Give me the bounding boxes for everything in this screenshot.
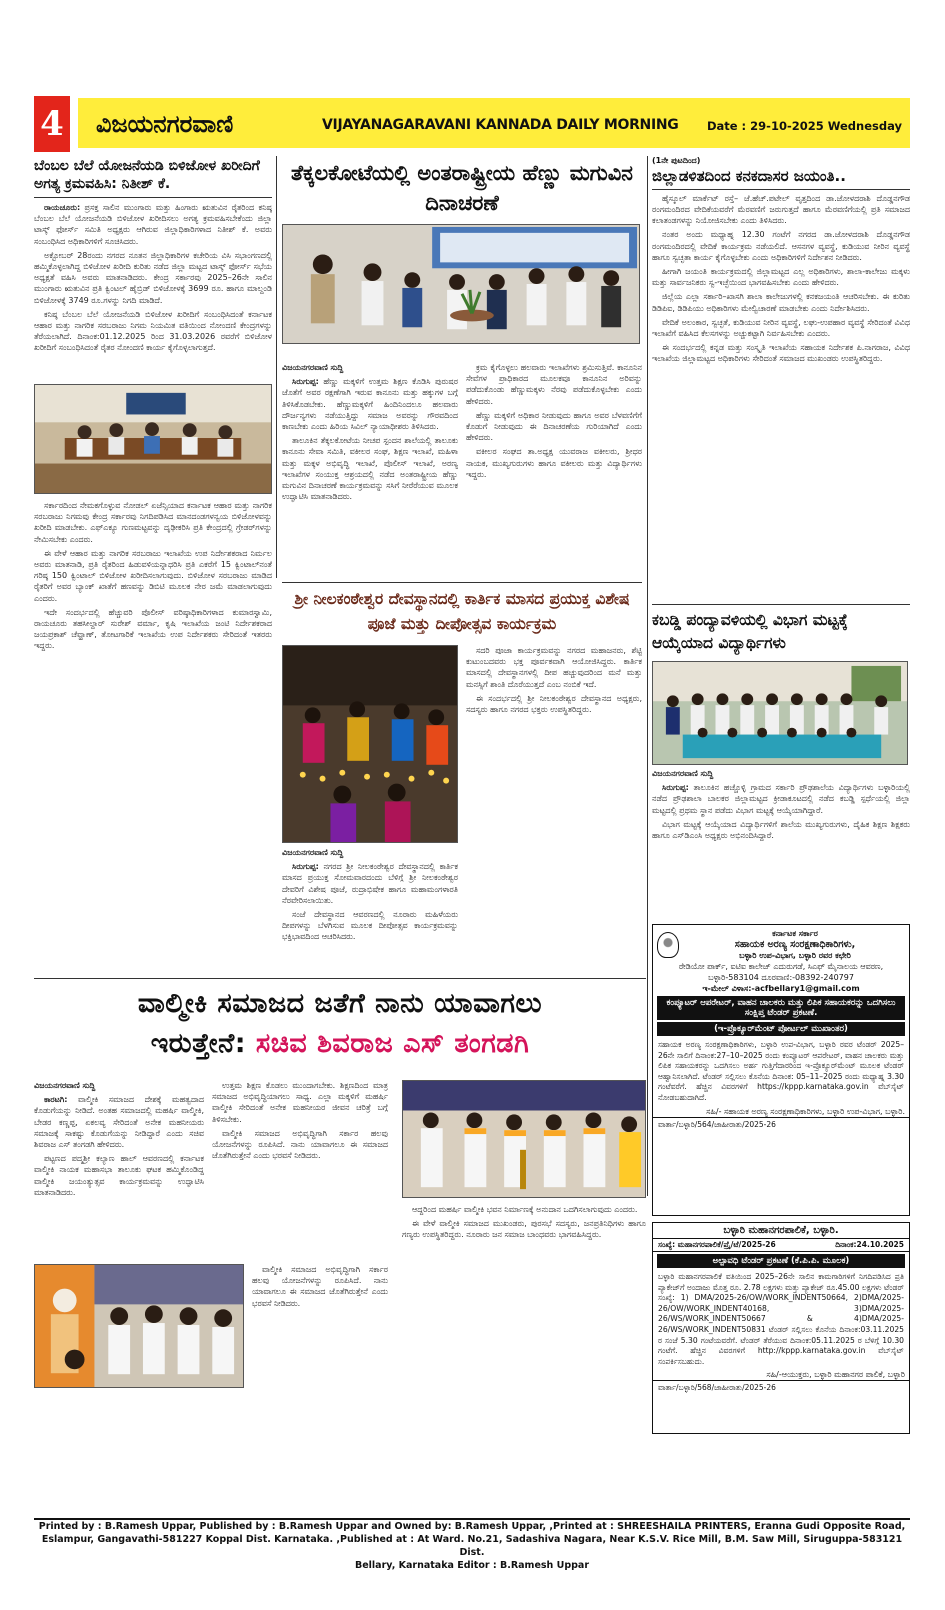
article-paragraph: ಕಾರಟಗಿ: ವಾಲ್ಮೀಕಿ ಸಮಾಜದ ದೇಶಕ್ಕೆ ಮಹತ್ವದಾದ ಕೊಡುಗೆಯನ್ನು ನೀಡಿದೆ. ಅಂತಹ ಸಮಾಜದಲ್ಲಿ ಮಹರ್ಷಿ ವಾಲ್ಮೀಕಿ, ಬೇಡರ ಕಣ್ಣಪ್ಪ, ಏಕಲವ್ಯ ಸೇರಿದಂತೆ ಅನೇಕ ಮಹನೀಯರು ಸಮಾಜಕ್ಕೆ ಸಾಕಷ್ಟು ಕೊಡುಗೆಯನ್ನು ನೀಡಿದ್ದಾರೆ ಎಂದು ಸಚಿವ ಶಿವರಾಜ ಎಸ್ ತಂಗಡಗಿ ಹೇಳಿದರು.: [34, 1095, 204, 1150]
article-paragraph: ಈ ಸಂದರ್ಭದಲ್ಲಿ ಕನ್ನಡ ಮತ್ತು ಸಂಸ್ಕೃತಿ ಇಲಾಖೆಯ ಸಹಾಯಕ ನಿರ್ದೇಶಕ ಪಿ.ನಾಗರಾಜ, ವಿವಿಧ ಇಲಾಖೆಯ ಜಿಲ್ಲಾಮಟ್ಟದ ಅಧಿಕಾರಿಗಳು ಸೇರಿದಂತೆ ಸಮಾಜದ ಮುಖಂಡರು ಉಪಸ್ಥಿತರಿದ್ದರು.: [652, 343, 910, 364]
article-body-right: [402, 1204, 646, 1510]
ad-signature: ಸಹಿ/- ಸಹಾಯಕ ಅರಣ್ಯ ಸಂರಕ್ಷಣಾಧಿಕಾರಿಗಳು, ಬಳ್ಳಾರಿ ಉಪ-ವಿಭಾಗ, ಬಳ್ಳಾರಿ.: [706, 1106, 905, 1116]
article-paragraph: ಸಿರುಗುಪ್ಪ: ತಾಲೂಕಿನ ಹಚ್ಚೊಳ್ಳಿ ಗ್ರಾಮದ ಸರ್ಕಾರಿ ಪ್ರೌಢಶಾಲೆಯ ವಿದ್ಯಾರ್ಥಿಗಳು ಬಳ್ಳಾರಿಯಲ್ಲಿ ನಡೆದ ಪ್ರೌಢಶಾಲಾ ಬಾಲಕರ ಜಿಲ್ಲಾಮಟ್ಟದ ಕ್ರೀಡಾಕೂಟದಲ್ಲಿ ನಡೆದ ಕಬಡ್ಡಿ ಸ್ಪರ್ಧೆಯಲ್ಲಿ ಜಿಲ್ಲಾ ಮಟ್ಟದಲ್ಲಿ ಪ್ರಥಮ ಸ್ಥಾನ ಪಡೆದು ವಿಭಾಗ ಮಟ್ಟಕ್ಕೆ ಆಯ್ಕೆಯಾಗಿದ್ದಾರೆ.: [652, 783, 910, 815]
article-paragraph: ಈ ವೇಳೆ ಆಹಾರ ಮತ್ತು ನಾಗರಿಕ ಸರಬರಾಜು ಇಲಾಖೆಯ ಉಪ ನಿರ್ದೇಶಕರಾದ ನಿರ್ಮಲ ಅವರು ಮಾತನಾಡಿ, ಪ್ರತಿ ರೈತರಿಂದ ಹಿಡುವಳಿಯನ್ನಾಧರಿಸಿ ಪ್ರತಿ ಎಕರೆಗೆ 15 ಕ್ವಿಂಟಾಲ್‌ನಂತೆ ಗರಿಷ್ಠ 150 ಕ್ವಿಂಟಾಲ್ ಬಿಳಿಜೋಳ ಖರೀದಿಸಲಾಗುವುದು. ಬಿಳಿಜೋಳ ಸರಬರಾಜು ಮಾಡಿದ ರೈತರಿಗೆ ಅವರ ಬ್ಯಾಂಕ್ ಖಾತೆಗೆ ಹಣವನ್ನು ಡಿಬಿಟಿ ಮೂಲಕ ನೇರ ಜಮೆ ಮಾಡಲಾಗುವುದು ಎಂದರು.: [34, 548, 272, 603]
article-paragraph: ರಾಯಚೂರು: ಪ್ರಸಕ್ತ ಸಾಲಿನ ಮುಂಗಾರು ಮತ್ತು ಹಿಂಗಾರು ಋತುವಿನ ರೈತರಿಂದ ಕನಿಷ್ಠ ಬೆಂಬಲ ಬೆಲೆ ಯೋಜನೆಯಡಿ ಬಿಳಿಜೋಳ ಖರೀದಿಸಲು ಅಗತ್ಯ ಕ್ರಮವಹಿಸಬೇಕೆಂದು ಜಿಲ್ಲಾ ಟಾಸ್ಕ್ ಫೋರ್ಸ್ ಸಮಿತಿ ಅಧ್ಯಕ್ಷರು ಆಗಿರುವ ಜಿಲ್ಲಾಧಿಕಾರಿಗಳಾದ ನಿತೀಶ್ ಕೆ. ಅವರು ಸಂಬಂಧಿಸಿದ ಅಧಿಕಾರಿಗಳಿಗೆ ಸೂಚಿಸಿದರು.: [34, 203, 272, 246]
imprint-line: Eslampur, Gangavathi-581227 Koppal Dist. Karnataka. ,Published at : At Ward. No.21, Sadashiva Nagara, Near K.S.V. Rice Mill, B.M. Saw Mill, Siruguppa-583121 Dist.: [41, 1534, 903, 1558]
issue-date: Date : 29-10-2025 Wednesday: [706, 119, 902, 133]
article-byline: ವಿಜಯನಗರವಾಣಿ ಸುದ್ದಿ: [34, 1081, 96, 1090]
article-paragraph: ಇದೇ ಸಂದರ್ಭದಲ್ಲಿ ಹೆಚ್ಚುವರಿ ಪೊಲೀಸ್ ವರಿಷ್ಠಾಧಿಕಾರಿಗಳಾದ ಕುಮಾರಸ್ವಾಮಿ, ರಾಯಚೂರು ತಹಸೀಲ್ದಾರ್ ಸುರೇಶ್ ವರ್ಮಾ, ಕೃಷಿ ಇಲಾಖೆಯ ಜಂಟಿ ನಿರ್ದೇಶಕರಾದ ಜಯಪ್ರಕಾಶ್ ಚೆವ್ಹಾಣ್, ತೋಟಗಾರಿಕೆ ಇಲಾಖೆಯ ಉಪ ನಿರ್ದೇಶಕರು ಸೇರಿದಂತೆ ಇತರರು ಇದ್ದರು.: [34, 607, 272, 651]
ad-org: ಕರ್ನಾಟಕ ಸರ್ಕಾರ: [772, 929, 818, 938]
article-byline: ವಿಜಯನಗರವಾಣಿ ಸುದ್ದಿ: [282, 363, 344, 372]
headline-black-part: ಇರುತ್ತೇನೆ:: [150, 1028, 246, 1059]
photo-kabaddi-team: [652, 661, 908, 765]
ad-banner: ಅಲ್ಪಾವಧಿ ಟೆಂಡರ್ ಪ್ರಕಟಣೆ (ಕೆ.ಪಿ.ಪಿ. ಮೂಲಕ): [657, 1254, 905, 1268]
column-rule: [276, 156, 277, 578]
article-body-lower: [252, 1264, 388, 1510]
photo-valmiki-jayanti-stage: [402, 1080, 646, 1198]
article-body: [34, 202, 272, 380]
article-dateline: ಸಿರುಗುಪ್ಪ:: [292, 862, 319, 872]
article-body-middle: [212, 1080, 388, 1256]
ad-date: ದಿನಾಂಕ:24.10.2025: [835, 1240, 904, 1249]
ad-email: ಇ-ಮೇಲ್ ವಿಳಾಸ:-acfbellary1@gmail.com: [702, 984, 860, 993]
photo-deepotsava: [282, 645, 458, 843]
photo-meeting-room: [34, 384, 272, 494]
ad-banner: ಕಂಪ್ಯೂಟರ್ ಆಪರೇಟರ್, ವಾಹನ ಚಾಲಕರು ಮತ್ತು ಲಿಪಿಕ ಸಹಾಯಕರನ್ನು ಒದಗಿಸಲು ಸಂಕ್ಷಿಪ್ತ ಟೆಂಡರ್ ಪ್ರಕಟಣೆ.: [657, 996, 905, 1020]
article-body: [282, 362, 458, 574]
article-kabaddi: [652, 604, 910, 922]
ad-banner-sub: (ಇ-ಪ್ರೊಕ್ಯೂರ್‌ಮೆಂಟ್ ಪೋರ್ಟಲ್ ಮುಖಾಂತರ): [657, 1022, 905, 1036]
ad-subtitle: ಬಳ್ಳಾರಿ ಉಪ-ವಿಭಾಗ, ಬಳ್ಳಾರಿ ರವರ ಕಛೇರಿ: [739, 951, 851, 960]
article-paragraph: ವಾಲ್ಮೀಕಿ ಸಮಾಜದ ಅಭಿವೃದ್ಧಿಗಾಗಿ ಸರ್ಕಾರ ಹಲವು ಯೋಜನೆಗಳನ್ನು ರೂಪಿಸಿದೆ. ನಾನು ಯಾವಾಗಲೂ ಈ ಸಮಾಜದ ಜೊತೆಗಿರುತ್ತೇನೆ ಎಂದು ಭರವಸೆ ನೀಡಿದರು.: [252, 1265, 388, 1308]
article-paragraph: ವಾಲ್ಮೀಕಿ ಸಮಾಜದ ಅಭಿವೃದ್ಧಿಗಾಗಿ ಸರ್ಕಾರ ಹಲವು ಯೋಜನೆಗಳನ್ನು ರೂಪಿಸಿದೆ. ನಾನು ಯಾವಾಗಲೂ ಈ ಸಮಾಜದ ಜೊತೆಗಿರುತ್ತೇನೆ ಎಂದು ಭರವಸೆ ನೀಡಿದರು.: [212, 1128, 388, 1161]
article-headline: ಬೆಂಬಲ ಬೆಲೆ ಯೋಜನೆಯಡಿ ಬಿಳಿಜೋಳ ಖರೀದಿಗೆ ಅಗತ್ಯ ಕ್ರಮವಹಿಸಿ: ನಿತೀಶ್ ಕೆ.: [34, 156, 272, 198]
headline-line-2: [34, 1024, 646, 1064]
article-paragraph: ಪಟ್ಟಣದ ಪದ್ಮಶ್ರೀ ಕಲ್ಯಾಣ ಹಾಲ್ ಆವರಣದಲ್ಲಿ ಕರ್ನಾಟಕ ವಾಲ್ಮೀಕಿ ನಾಯಕ ಮಹಾಸಭಾ ತಾಲೂಕು ಘಟಕ ಹಮ್ಮಿಕೊಂಡಿದ್ದ ವಾಲ್ಮೀಕಿ ಜಯಂತ್ಯುತ್ಸವ ಕಾರ್ಯಕ್ರಮವನ್ನು ಉದ್ಘಾಟಿಸಿ ಮಾತನಾಡಿದರು.: [34, 1154, 204, 1197]
article-paragraph: ಹೆಣ್ಣು ಮಕ್ಕಳಿಗೆ ಅಧಿಕಾರ ನೀಡುವುದು ಹಾಗೂ ಅವರ ಬೆಳವಣಿಗೆಗೆ ಕೊಡುಗೆ ನೀಡುವುದು ಈ ದಿನಾಚರಣೆಯ ಗುರಿಯಾಗಿದೆ ಎಂದು ಹೇಳಿದರು.: [466, 410, 642, 443]
headline-line-1: ವಾಲ್ಮೀಕಿ ಸಮಾಜದ ಜತೆಗೆ ನಾನು ಯಾವಾಗಲು: [137, 988, 543, 1019]
article-paragraph: ಉತ್ತಮ ಶಿಕ್ಷಣ ಕೊಡಲು ಮುಂದಾಗಬೇಕು. ಶಿಕ್ಷಣದಿಂದ ಮಾತ್ರ ಸಮಾಜದ ಅಭಿವೃದ್ಧಿಯಾಗಲು ಸಾಧ್ಯ. ಎಲ್ಲಾ ಮಕ್ಕಳಿಗೆ ಮಹರ್ಷಿ ವಾಲ್ಮೀಕಿ ಸೇರಿದಂತೆ ಅನೇಕ ಮಹನೀಯರ ಜೀವನ ಚರಿತ್ರೆ ಬಗ್ಗೆ ತಿಳಿಸಬೇಕು.: [212, 1081, 388, 1124]
article-girl-child-day: [282, 156, 642, 578]
article-byline: ವಿಜಯನಗರವಾಣಿ ಸುದ್ದಿ: [652, 769, 714, 778]
ad-address: ರೇಡಿಯೋ ಪಾರ್ಕ್, ಐಟಿಐ ಕಾಲೇಜ್ ಎದುರುಗಡೆ, ಸಿಎಫ್ ಮೈನಾಲಯ ಆವರಣ, ಬಳ್ಳಾರಿ-583104 ದೂರವಾಣಿ:-08392-240797: [678, 962, 884, 982]
article-headline: ಜಿಲ್ಲಾಡಳಿತದಿಂದ ಕನಕದಾಸರ ಜಯಂತಿ..: [652, 166, 910, 190]
photo-girl-child-day-event: [282, 224, 640, 344]
article-dateline: ರಾಯಚೂರು:: [44, 203, 81, 212]
article-paragraph: ಹೀಗಾಗಿ ಜಯಂತಿ ಕಾರ್ಯಕ್ರಮದಲ್ಲಿ ಜಿಲ್ಲಾಮಟ್ಟದ ಎಲ್ಲ ಅಧಿಕಾರಿಗಳು, ಶಾಲಾ-ಕಾಲೇಜು ಮಕ್ಕಳು ಮತ್ತು ಸಾರ್ವಜನಿಕರು ಸ್ವ-ಇಚ್ಛೆಯಿಂದ ಭಾಗವಹಿಸಬೇಕು ಎಂದು ಹೇಳಿದರು.: [652, 266, 910, 288]
article-paragraph: ಆದ್ದರಿಂದ ಮಹರ್ಷಿ ವಾಲ್ಮೀಕಿ ಭವನ ನಿರ್ಮಾಣಕ್ಕೆ ಅನುದಾನ ಒದಗಿಸಲಾಗುವುದು ಎಂದರು.: [412, 1205, 638, 1214]
article-body: [282, 847, 458, 971]
article-headline: [34, 982, 646, 1064]
article-paragraph: ಅಕ್ಟೋಬರ್ 28ರಂದು ನಗರದ ನೂತನ ಜಿಲ್ಲಾಧಿಕಾರಿಗಳ ಕಚೇರಿಯ ವಿಸಿ ಸಭಾಂಗಣದಲ್ಲಿ ಹಮ್ಮಿಕೊಳ್ಳಲಾಗಿದ್ದ ಬಿಳಿಜೋಳ ಖರೀದಿ ಕುರಿತು ನಡೆದ ಜಿಲ್ಲಾ ಮಟ್ಟದ ಟಾಸ್ಕ್ ಫೋರ್ಸ್ ಸಭೆಯ ಅಧ್ಯಕ್ಷತೆ ವಹಿಸಿ ಅವರು ಮಾತನಾಡಿದರು. ಕೇಂದ್ರ ಸರ್ಕಾರವು 2025–26ನೇ ಸಾಲಿನ ಮುಂಗಾರು ಋತುವಿನ ಪ್ರತಿ ಕ್ವಿಂಟಲ್ ಹೈಬ್ರಿಡ್ ಬಿಳಿಜೋಳಕ್ಕೆ 3699 ರೂ. ಹಾಗೂ ಮಾಲ್ದಂಡಿ ಬಿಳಿಜೋಳಕ್ಕೆ 3749 ರೂ.ಗಳನ್ನು ನಿಗದಿ ಮಾಡಿದೆ.: [34, 250, 272, 305]
masthead: [34, 96, 910, 152]
tender-ad-city-corporation: [652, 1222, 910, 1434]
article-paragraph: ಹೈಸ್ಕೂಲ್ ಮಾರ್ಕೆಟ್ ರಸ್ತೆ– ಜೆ.ಹೆಚ್.ಪಟೇಲ್ ವೃತ್ತದಿಂದ ಡಾ.ಜೋಳದರಾಶಿ ದೊಡ್ಡನಗೌಡ ರಂಗಮಂದಿರದ ವೇದಿಕೆಯವರೆಗೆ ಮೆರವಣಿಗೆ ಜರುಗುತ್ತದೆ ಹಾಗೂ ಮೆರವಣಿಗೆಯಲ್ಲಿ ಪ್ರತಿ ಸಮಾಜದ ಕಲಾತಂಡಗಳನ್ನು ನಿಯೋಜಿಸಬೇಕು ಎಂದು ತಿಳಿಸಿದರು.: [652, 193, 910, 226]
newspaper-title-english: VIJAYANAGARAVANI KANNADA DAILY MORNING: [322, 117, 679, 133]
article-headline: ಕಬಡ್ಡಿ ಪಂದ್ಯಾವಳಿಯಲ್ಲಿ ವಿಭಾಗ ಮಟ್ಟಕ್ಕೆ ಆಯ್ಕೆಯಾದ ವಿದ್ಯಾರ್ಥಿಗಳು: [652, 611, 848, 652]
article-kanakadasa-jayanti: [652, 156, 910, 602]
article-byline: ವಿಜಯನಗರವಾಣಿ ಸುದ್ದಿ: [282, 848, 344, 857]
article-paragraph: ಸಿರುಗುಪ್ಪ: ಹೆಣ್ಣು ಮಕ್ಕಳಿಗೆ ಉತ್ತಮ ಶಿಕ್ಷಣ ಕೊಡಿಸಿ ಪುರುಷರ ಜೊತೆಗೆ ಅವರ ರಕ್ಷಣೆಗಾಗಿ ಇರುವ ಕಾನೂನು ಮತ್ತು ಹಕ್ಕುಗಳ ಬಗ್ಗೆ ತಿಳಿಸಿಕೊಡಬೇಕು. ಹೆಣ್ಣುಮಕ್ಕಳಿಗೆ ಹಿಂದಿನಿಂದಲೂ ಹಲವಾರು ದೌರ್ಜನ್ಯಗಳು ನಡೆಯುತ್ತಿದ್ದು ಸಮಾಜ ಅವರನ್ನು ಗೌರವದಿಂದ ಕಾಣಬೇಕು ಎಂದು ಹಿರಿಯ ಸಿವಿಲ್ ನ್ಯಾಯಾಧೀಶರು ತಿಳಿಸಿದರು.: [282, 377, 458, 432]
article-paragraph: ಕ್ರಮ ಕೈಗೊಳ್ಳಲು ಹಲವಾರು ಇಲಾಖೆಗಳು ಶ್ರಮಿಸುತ್ತಿವೆ. ಕಾನೂನಿನ ಸೇವೆಗಳ ಪ್ರಾಧಿಕಾರದ ಮೂಲಕವೂ ಕಾನೂನಿನ ಅರಿವನ್ನು ಪಡೆದುಕೊಂಡು ಹೆಣ್ಣುಮಕ್ಕಳು ನೆರವು ಪಡೆದುಕೊಳ್ಳಬೇಕು ಎಂದು ಹೇಳಿದರು.: [466, 363, 642, 406]
article-paragraph: ತಾಲೂಕಿನ ತೆಕ್ಕಲಕೋಟೆಯ ನೀಚಪ ಸ್ಪಂದನ ಶಾಲೆಯಲ್ಲಿ ತಾಲೂಕು ಕಾನೂನು ಸೇವಾ ಸಮಿತಿ, ವಕೀಲರ ಸಂಘ, ಶಿಕ್ಷಣ ಇಲಾಖೆ, ಮಹಿಳಾ ಮತ್ತು ಮಕ್ಕಳ ಅಭಿವೃದ್ಧಿ ಇಲಾಖೆ, ಪೊಲೀಸ್ ಇಲಾಖೆ, ಅರಣ್ಯ ಇಲಾಖೆಗಳ ಸಂಯುಕ್ತ ಆಶ್ರಯದಲ್ಲಿ ನಡೆದ ಅಂತರಾಷ್ಟ್ರೀಯ ಹೆಣ್ಣು ಮಗುವಿನ ದಿನಾಚರಣೆ ಕಾರ್ಯಕ್ರಮವನ್ನು ಸಸಿಗೆ ನೀರೆರೆಯುವ ಮೂಲಕ ಉದ್ಘಾಟಿಸಿ ಮಾತನಾಡಿದರು.: [282, 436, 458, 502]
article-valmiki-community: [34, 982, 646, 1514]
article-msp-jowar: [34, 156, 272, 974]
tender-ad-forest-department: [652, 924, 910, 1216]
article-body: [34, 1080, 204, 1256]
ad-body: ಸಹಾಯಕ ಅರಣ್ಯ ಸಂರಕ್ಷಣಾಧಿಕಾರಿಗಳು, ಬಳ್ಳಾರಿ ಉಪ-ವಿಭಾಗ, ಬಳ್ಳಾರಿ ರವರ ಟೆಂಡರ್ 2025–26ನೇ ಸಾಲಿಗೆ ದಿನಾಂಕ:27–10–2025 ರಂದು ಕಂಪ್ಯೂಟರ್ ಆಪರೇಟರ್, ವಾಹನ ಚಾಲಕರು ಮತ್ತು ಲಿಪಿಕ ಸಹಾಯಕರನ್ನು ಒದಗಿಸಲು ಅರ್ಹ ಗುತ್ತಿಗೆದಾರರಿಂದ ಇ-ಪ್ರೊಕ್ಯೂರ್‌ಮೆಂಟ್ ಮೂಲಕ ಟೆಂಡರ್ ಆಹ್ವಾನಿಸಲಾಗಿದೆ. ಟೆಂಡರ್ ಸಲ್ಲಿಸಲು ಕೊನೆಯ ದಿನಾಂಕ: 05–11–2025 ರಂದು ಮಧ್ಯಾಹ್ನ 3.30 ಗಂಟೆವರೆಗೆ. ಹೆಚ್ಚಿನ ವಿವರಗಳಿಗೆ https://kppp.karnataka.gov.in ವೆಬ್‌ಸೈಟ್ ನೋಡಬಹುದಾಗಿದೆ.: [658, 1040, 904, 1102]
article-paragraph: ವಿಭಾಗ ಮಟ್ಟಕ್ಕೆ ಆಯ್ಕೆಯಾದ ವಿದ್ಯಾರ್ಥಿಗಳಿಗೆ ಶಾಲೆಯ ಮುಖ್ಯಗುರುಗಳು, ದೈಹಿಕ ಶಿಕ್ಷಣ ಶಿಕ್ಷಕರು ಹಾಗೂ ಎಸ್‌ಡಿಎಂಸಿ ಅಧ್ಯಕ್ಷರು ಅಭಿನಂದಿಸಿದ್ದಾರೆ.: [652, 819, 910, 841]
article-dateline: ಕಾರಟಗಿ:: [44, 1095, 68, 1105]
photo-minister-with-leaders: [34, 1264, 244, 1388]
article-headline: ಶ್ರೀ ನೀಲಕಂಠೇಶ್ವರ ದೇವಸ್ಥಾನದಲ್ಲಿ ಕಾರ್ತಿಕ ಮಾಸದ ಪ್ರಯುಕ್ತ ವಿಶೇಷ ಪೂಜೆ ಮತ್ತು ದೀಪೋತ್ಸವ ಕಾರ್ಯಕ್ರಮ: [294, 590, 630, 633]
article-paragraph: ಜಿಲ್ಲೆಯ ಎಲ್ಲಾ ಸರ್ಕಾರಿ–ಖಾಸಗಿ ಶಾಲಾ ಕಾಲೇಜುಗಳಲ್ಲಿ ಕನಕಜಯಂತಿ ಆಚರಿಸಬೇಕು. ಈ ಕುರಿತು ಡಿಡಿಪಿಐ, ಡಿಡಿಪಿಯು ಅಧಿಕಾರಿಗಳು ಮೇಲ್ವಿಚಾರಣೆ ಮಾಡಬೇಕು ಎಂದು ನಿರ್ದೇಶಿಸಿದರು.: [652, 292, 910, 313]
article-headline: ತೆಕ್ಕಲಕೋಟೆಯಲ್ಲಿ ಅಂತರಾಷ್ಟ್ರೀಯ ಹೆಣ್ಣು ಮಗುವಿನ ದಿನಾಚರಣೆ: [291, 161, 633, 215]
ad-reference: ವಾರ್ತಾ/ಬಳ್ಳಾರಿ/564/ಜಾಹೀರಾತು/2025-26: [653, 1117, 909, 1132]
article-paragraph: ನಂತರ ಅಂದು ಮಧ್ಯಾಹ್ನ 12.30 ಗಂಟೆಗೆ ನಗರದ ಡಾ.ಜೋಳದರಾಶಿ ದೊಡ್ಡನಗೌಡ ರಂಗಮಂದಿರದಲ್ಲಿ ವೇದಿಕೆ ಕಾರ್ಯಕ್ರಮ ನಡೆಯಲಿದೆ. ಆಸನಗಳ ವ್ಯವಸ್ಥೆ, ಕುಡಿಯುವ ನೀರಿನ ವ್ಯವಸ್ಥೆ ಹಾಗೂ ಸ್ವಚ್ಛತಾ ಕಾರ್ಯ ಕೈಗೊಳ್ಳಬೇಕು ಎಂದು ಅಧಿಕಾರಿಗಳಿಗೆ ನಿರ್ದೇಶನ ನೀಡಿದರು.: [652, 230, 910, 262]
article-paragraph: ಈ ವೇಳೆ ವಾಲ್ಮೀಕಿ ಸಮಾಜದ ಮುಖಂಡರು, ಪುರಸಭೆ ಸದಸ್ಯರು, ಜನಪ್ರತಿನಿಧಿಗಳು ಹಾಗೂ ಗಣ್ಯರು ಉಪಸ್ಥಿತರಿದ್ದರು. ನೂರಾರು ಜನ ಸಮಾಜ ಬಾಂಧವರು ಭಾಗವಹಿಸಿದ್ದರು.: [402, 1219, 646, 1240]
page-number: 4: [34, 96, 70, 152]
headline-red-part: ಸಚಿವ ಶಿವರಾಜ ಎಸ್ ತಂಗಡಗಿ: [255, 1028, 530, 1059]
ad-reference-number: ಸಂಖ್ಯೆ: ಮಹಾನಗರಪಾಲಿಕೆ/ಪ್ರೈ/ಟೆ/2025-26: [658, 1240, 776, 1249]
article-dateline: ಸಿರುಗುಪ್ಪ:: [292, 377, 319, 387]
newspaper-title-kannada: ವಿಜಯನಗರವಾಣಿ: [96, 110, 234, 138]
article-body: [652, 193, 910, 603]
article-body: [652, 768, 910, 918]
column-rule: [647, 156, 648, 1196]
imprint-footer: [34, 1518, 910, 1580]
imprint-line: Printed by : B.Ramesh Uppar, Published by : B.Ramesh Uppar and Owned by: B.Ramesh Uppar, ,Printed at : SHREESHAILA PRINTERS, Eranna Gudi Opposite Road,: [38, 1521, 906, 1532]
article-paragraph: ಸದರಿ ಪೂಜಾ ಕಾರ್ಯಕ್ರಮವನ್ನು ನಗರದ ಮಹಾಜನರು, ಶೆಟ್ಟಿ ಕುಟುಂಬದವರು ಭಕ್ತ ಪೂರ್ವಕವಾಗಿ ಆಯೋಜಿಸಿದ್ದರು. ಕಾರ್ತಿಕ ಮಾಸದಲ್ಲಿ ದೇವಸ್ಥಾನಗಳಲ್ಲಿ ದೀಪ ಹಚ್ಚುವುದರಿಂದ ಮನೆ ಮತ್ತು ಮನಸ್ಸಿಗೆ ಶಾಂತಿ ದೊರೆಯುತ್ತದೆ ಎಂಬ ನಂಬಿಕೆ ಇದೆ.: [466, 646, 642, 689]
imprint-line: Bellary, Karnataka Editor : B.Ramesh Uppar: [354, 1560, 590, 1571]
article-paragraph: ವೇದಿಕೆ ಅಲಂಕಾರ, ಸ್ವಚ್ಛತೆ, ಕುಡಿಯುವ ನೀರಿನ ವ್ಯವಸ್ಥೆ, ಲಘು-ಉಪಹಾರ ವ್ಯವಸ್ಥೆ ಸೇರಿದಂತೆ ವಿವಿಧ ಇಲಾಖೆಗೆ ವಹಿಸಿದ ಕೆಲಸಗಳನ್ನು ಅಚ್ಚುಕಟ್ಟಾಗಿ ನಿರ್ವಹಿಸಬೇಕು ಎಂದರು.: [652, 317, 910, 338]
article-kicker: (1ನೇ ಪುಟದಿಂದ): [652, 156, 701, 165]
ad-title: ಸಹಾಯಕ ಅರಣ್ಯ ಸಂರಕ್ಷಣಾಧಿಕಾರಿಗಳು,: [734, 939, 856, 950]
ad-body: ಬಳ್ಳಾರಿ ಮಹಾನಗರಪಾಲಿಕೆ ವತಿಯಿಂದ 2025–26ನೇ ಸಾಲಿನ ಕಾಮಗಾರಿಗಳಿಗೆ ನಿಗದಿಪಡಿಸಿದ ಪ್ರತಿ ಪ್ಯಾಕೇಜ್‌ಗೆ ಅಂದಾಜು ಮೊತ್ತ ರೂ. 2.78 ಲಕ್ಷಗಳು ಮತ್ತು ಪ್ಯಾಕೇಜ್ ರೂ.45.00 ಲಕ್ಷಗಳು ಟೆಂಡರ್ ಸಂಖ್ಯೆ: 1) DMA/2025-26/OW/WORK_INDENT50664, 2)DMA/2025-26/OW/WORK_INDENT40168, 3)DMA/2025-26/WS/WORK_INDENT50667 & 4)DMA/2025-26/WS/WORK_INDENT50831 ಟೆಂಡರ್ ಸಲ್ಲಿಸಲು ಕೊನೆಯ ದಿನಾಂಕ:03.11.2025 ರ ಸಂಜೆ 5.30 ಗಂಟೆಯವರೆಗೆ. ಟೆಂಡರ್ ತೆರೆಯುವ ದಿನಾಂಕ:05.11.2025 ರ ಬೆಳಿಗ್ಗೆ 10.30 ಗಂಟೆಗೆ. ಹೆಚ್ಚಿನ ವಿವರಗಳಿಗೆ http://kppp.karnataka.gov.in ವೆಬ್‌ಸೈಟ್ ಸಂಪರ್ಕಿಸಬಹುದು.: [658, 1272, 904, 1366]
article-body-right: [466, 362, 642, 574]
article-paragraph: ವಕೀಲರ ಸಂಘದ ತಾ.ಅಧ್ಯಕ್ಷ ಯುವರಾಜ ವಕೀಲರು, ಶ್ರೀಧರ ನಾಯಕ, ಮುಖ್ಯಗುರುಗಳು ಹಾಗೂ ವಕೀಲರು ಮತ್ತು ವಿದ್ಯಾರ್ಥಿಗಳು ಇದ್ದರು.: [466, 447, 642, 479]
article-body-continued: [34, 500, 272, 1000]
ad-title: ಬಳ್ಳಾರಿ ಮಹಾನಗರಪಾಲಿಕೆ, ಬಳ್ಳಾರಿ.: [653, 1223, 909, 1239]
article-paragraph: ಕನಿಷ್ಠ ಬೆಂಬಲ ಬೆಲೆ ಯೋಜನೆಯಡಿ ಬಿಳಿಜೋಳ ಖರೀದಿಗೆ ಸಂಬಂಧಿಸಿದಂತೆ ಕರ್ನಾಟಕ ಆಹಾರ ಮತ್ತು ನಾಗರಿಕ ಸರಬರಾಜು ನಿಗಮ ನಿಯಮಿತ ವತಿಯಿಂದ ನೋಂದಣಿ ಕೇಂದ್ರಗಳನ್ನು ತೆರೆಯಲಾಗಿದೆ. ದಿನಾಂಕ:01.12.2025 ರಿಂದ 31.03.2026 ರವರೆಗೆ ಬಿಳಿಜೋಳ ಖರೀದಿಗೆ ಸಂಬಂಧಿಸಿದಂತೆ ರೈತರ ನೋಂದಣಿ ಕಾರ್ಯ ಕೈಗೊಳ್ಳಲಾಗುತ್ತದೆ.: [34, 309, 272, 353]
article-paragraph: ಸರ್ಕಾರದಿಂದ ನೇಮಕಗೊಳ್ಳುವ ನೋಡಲ್ ಏಜೆನ್ಸಿಯಾದ ಕರ್ನಾಟಕ ಆಹಾರ ಮತ್ತು ನಾಗರಿಕ ಸರಬರಾಜು ನಿಗಮವು ಕೇಂದ್ರ ಸರ್ಕಾರವು ನಿಗದಿಪಡಿಸಿದ ಮಾನದಂಡಗಳನ್ವಯ ಬಿಳಿಜೋಳವನ್ನು ಖರೀದಿ ಮಾಡಬೇಕು. ಎಫ್‌ಎಕ್ಯೂ ಗುಣಮಟ್ಟವನ್ನು ದೃಢೀಕರಿಸಿ ಪ್ರತಿ ಕೇಂದ್ರದಲ್ಲಿ ಗ್ರೇಡರ್‌ಗಳನ್ನು ನೇಮಿಸಬೇಕು ಎಂದರು.: [34, 501, 272, 544]
ad-reference: ವಾರ್ತಾ/ಬಳ್ಳಾರಿ/568/ಜಾಹೀರಾತು/2025-26: [653, 1380, 909, 1395]
government-emblem-icon: [657, 932, 679, 958]
article-neelakanteshwara-temple: [282, 582, 642, 974]
article-dateline: ಸಿರುಗುಪ್ಪ:: [662, 783, 689, 793]
article-body-right: [466, 645, 642, 971]
ad-signature: ಸಹಿ/-ಆಯುಕ್ತರು, ಬಳ್ಳಾರಿ ಮಹಾನಗರ ಪಾಲಿಕೆ, ಬಳ್ಳಾರಿ: [766, 1370, 905, 1380]
article-paragraph: ಸಿರುಗುಪ್ಪ: ನಗರದ ಶ್ರೀ ನೀಲಕಂಠೇಶ್ವರ ದೇವಸ್ಥಾನದಲ್ಲಿ ಕಾರ್ತಿಕ ಮಾಸದ ಪ್ರಯುಕ್ತ ಸೋಮವಾರದಂದು ಬೆಳಿಗ್ಗೆ ಶ್ರೀ ನೀಲಕಂಠೇಶ್ವರ ದೇವರಿಗೆ ವಿಶೇಷ ಪೂಜೆ, ರುದ್ರಾಭಿಷೇಕ ಹಾಗೂ ಮಹಾಮಂಗಳಾರತಿ ನೆರವೇರಿಸಲಾಯಿತು.: [282, 862, 458, 905]
article-paragraph: ಸಂಜೆ ದೇವಸ್ಥಾನದ ಆವರಣದಲ್ಲಿ ನೂರಾರು ಮಹಿಳೆಯರು ದೀಪಗಳನ್ನು ಬೆಳಗಿಸುವ ಮೂಲಕ ದೀಪೋತ್ಸವ ಕಾರ್ಯಕ್ರಮವನ್ನು ಭಕ್ತಿಭಾವದಿಂದ ಆಚರಿಸಿದರು.: [282, 910, 458, 942]
article-paragraph: ಈ ಸಂದರ್ಭದಲ್ಲಿ ಶ್ರೀ ನೀಲಕಂಠೇಶ್ವರ ದೇವಸ್ಥಾನದ ಅಧ್ಯಕ್ಷರು, ಸದಸ್ಯರು ಹಾಗೂ ನಗರದ ಭಕ್ತರು ಉಪಸ್ಥಿತರಿದ್ದರು.: [466, 693, 642, 715]
